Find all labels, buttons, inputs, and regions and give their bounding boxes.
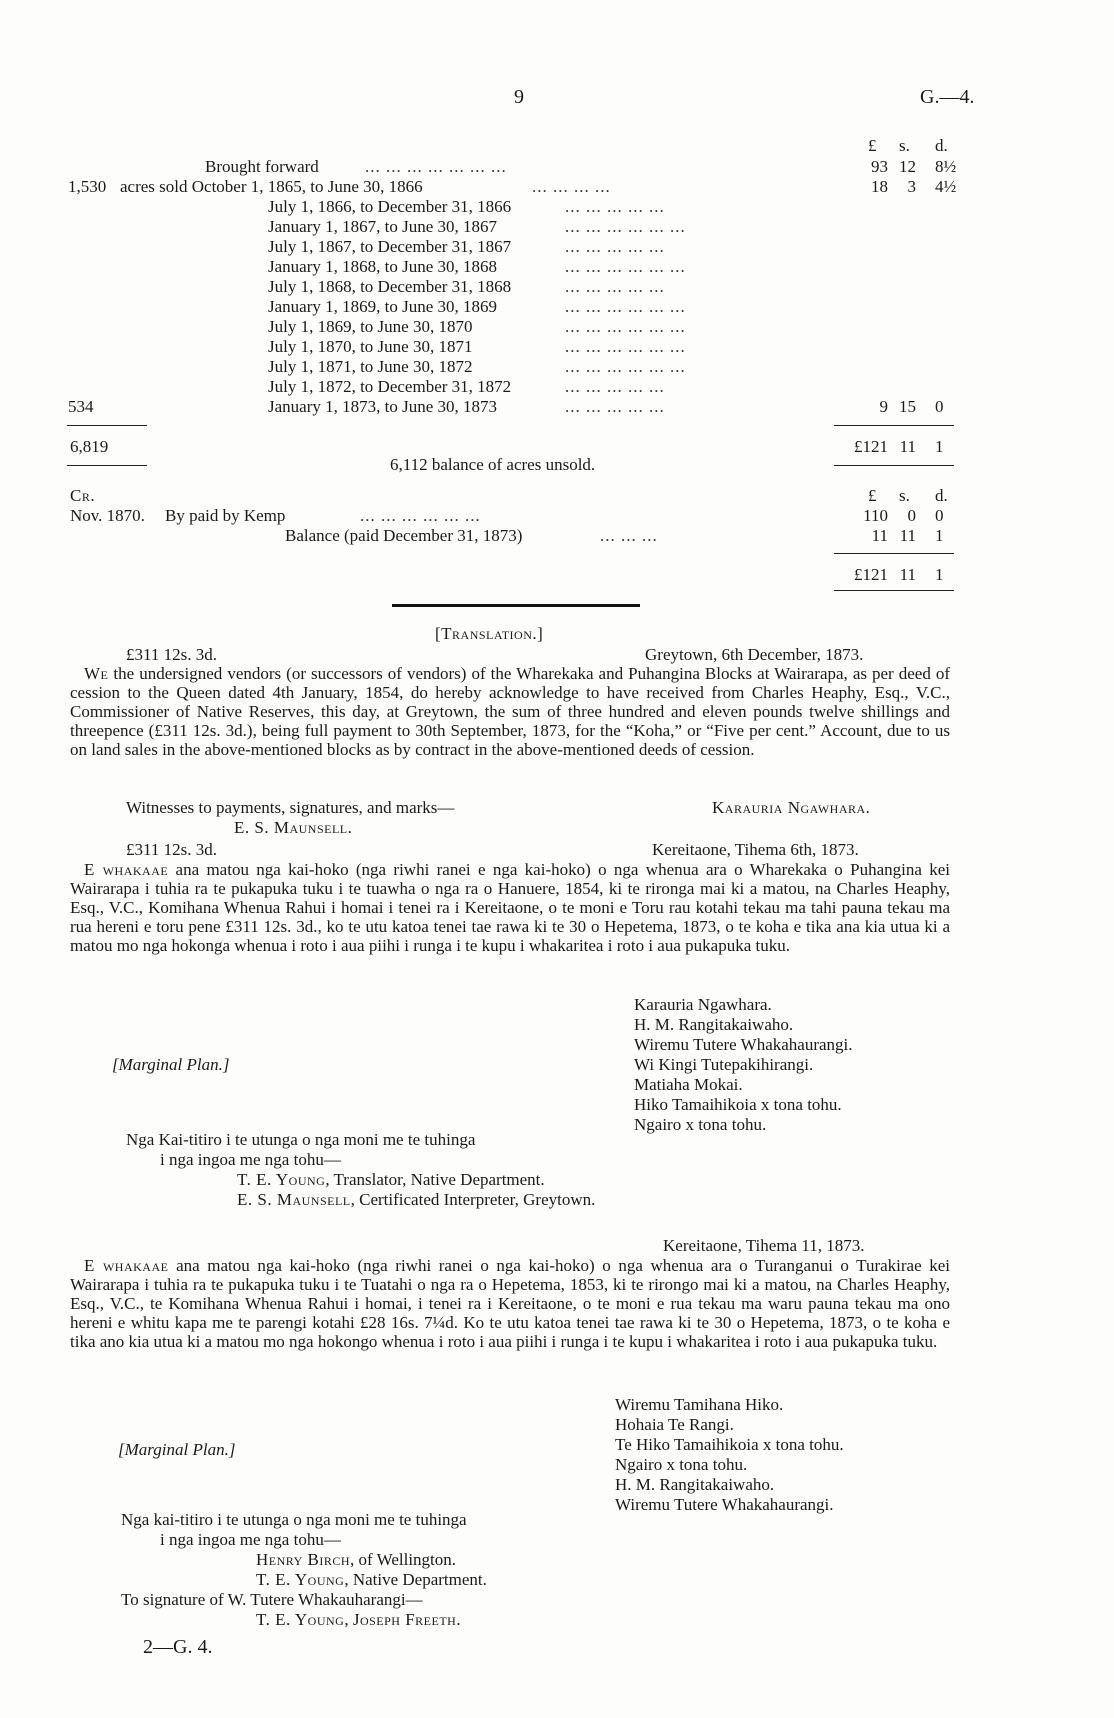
marginal-plan-2: [Marginal Plan.] (118, 1440, 236, 1459)
signature-line: Te Hiko Tamaihikoia x tona tohu. (615, 1435, 844, 1454)
row-leader-dots: ... ... ... ... ... (565, 197, 665, 216)
row-pence: 8½ (935, 157, 957, 176)
row-leader-dots: ... ... ... ... (532, 177, 611, 196)
row-shillings: 3 (907, 177, 916, 196)
signature-line: Wiremu Tamihana Hiko. (615, 1395, 784, 1414)
maori2-witness-line-2: i nga ingoa me nga tohu— (160, 1530, 341, 1549)
row-label: July 1, 1870, to June 30, 1871 (268, 337, 473, 356)
signature-line: H. M. Rangitakaiwaho. (615, 1475, 775, 1494)
credit-pence-heading: d. (935, 486, 948, 505)
row-acres: 1,530 (68, 177, 107, 196)
maori2-first-word: E whakaae (84, 1256, 169, 1275)
row-leader-dots: ... ... ... ... ... (565, 277, 665, 296)
row-leader-dots: ... ... ... ... ... ... ... (365, 157, 507, 176)
row-label: January 1, 1867, to June 30, 1867 (268, 217, 498, 236)
row-acres: 534 (68, 397, 94, 416)
credit-label: Cr. (70, 486, 96, 505)
row-shillings: 12 (899, 157, 916, 176)
pounds-heading: £ (868, 136, 877, 155)
page-number: 9 (514, 86, 524, 108)
row-leader-dots: ... ... ... ... ... ... (565, 317, 686, 336)
row-leader-dots: ... ... ... ... ... (565, 377, 665, 396)
credit-total-shillings: 11 (899, 565, 916, 584)
signature-line: Karauria Ngawhara. (634, 995, 772, 1014)
row-leader-dots: ... ... ... ... ... ... (565, 297, 686, 316)
credit-shillings-heading: s. (899, 486, 910, 505)
credit-shillings: 11 (899, 526, 916, 545)
signature-line: Wi Kingi Tutepakihirangi. (634, 1055, 814, 1074)
credit-total-pence: 1 (935, 565, 944, 584)
to-signature-line: To signature of W. Tutere Whakauharangi— (121, 1590, 423, 1609)
marginal-plan-1: [Marginal Plan.] (112, 1055, 230, 1074)
row-label: July 1, 1869, to June 30, 1870 (268, 317, 473, 336)
signature-line: Ngairo x tona tohu. (634, 1115, 767, 1134)
row-label: July 1, 1868, to December 31, 1868 (268, 277, 512, 296)
credit-date: Nov. 1870. (70, 506, 145, 525)
signer-name: Karauria Ngawhara. (712, 798, 871, 817)
row-label: July 1, 1872, to December 31, 1872 (268, 377, 512, 396)
maori1-place-date: Kereitaone, Tihema 6th, 1873. (652, 840, 859, 859)
maori2-place-date: Kereitaone, Tihema 11, 1873. (663, 1236, 865, 1255)
maori2-witness-line-1: Nga kai-titiro i te utunga o nga moni me te tuhinga (121, 1510, 467, 1529)
credit-pounds-heading: £ (868, 486, 877, 505)
maori2-text: ana matou nga kai-hoko (nga riwhi ranei o nga kai-hoko) o nga whenua ara o Turanganui o Turakirae kei Wairarapa i tuhia ra te pukapuka tuku i te Tuatahi o nga ra o Hepetema, 1853, ki te rirongo mai ki a matou, na Charles Heaphy, Esq., V.C., te Komihana Whenua Rahui i homai, i tenei ra i Kereitaone, o te moni e rua tekau ma waru pauna tekau ma ono hereni e whitu kapa me te parengi kotahi £28 16s. 7¼d. Ko te utu katoa tenei tae rawa ki te 30 o Hepetema, 1873, o te koha e tika ano kia utua ki a matou mo nga hokongo whenua i roto i aua piihi i runga i te kupu i whakaritea i roto i aua pukapuka tuku. (70, 1256, 951, 1351)
row-pence: 0 (935, 397, 944, 416)
credit-total-pounds: £121 (854, 565, 888, 584)
receipt-amount: £311 12s. 3d. (126, 645, 217, 664)
maori2-body (70, 1256, 950, 1351)
witness-name: E. S. Maunsell. (234, 818, 353, 837)
row-leader-dots: ... ... ... ... ... (565, 237, 665, 256)
maori1-witness-2: E. S. Maunsell, Certificated Interpreter, Greytown. (237, 1190, 596, 1209)
credit-pence: 0 (935, 506, 944, 525)
row-label: acres sold October 1, 1865, to June 30, 1866 (120, 177, 423, 196)
final-witnesses: T. E. Young, Joseph Freeth. (256, 1610, 462, 1629)
total-shillings: 11 (899, 437, 916, 456)
row-label: July 1, 1867, to December 31, 1867 (268, 237, 512, 256)
row-leader-dots: ... ... ... ... ... ... (565, 337, 686, 356)
printer-signature-mark: 2—G. 4. (143, 1636, 213, 1658)
signature-line: Matiaha Mokai. (634, 1075, 743, 1094)
acres-rule-bottom (67, 465, 147, 466)
shillings-heading: s. (899, 136, 910, 155)
row-pounds: 18 (871, 177, 888, 196)
maori1-witness-line-1: Nga Kai-titiro i te utunga o nga moni me te tuhinga (126, 1130, 476, 1149)
signature-line: Hohaia Te Rangi. (615, 1415, 734, 1434)
acres-rule-top (67, 425, 147, 426)
money-rule-bottom (834, 465, 954, 466)
maori1-witness-1: T. E. Young, Translator, Native Department. (237, 1170, 545, 1189)
maori1-text: ana matou nga kai-hoko (nga riwhi ranei e nga kai-hoko) o nga whenua ara o Wharekaka o Puhangina kei Wairarapa i tuhia ra te pukapuka tuku i te tuawha o nga ra o Hanuere, 1854, ki te rironga mai ki a matou, na Charles Heaphy, Esq., V.C., Komihana Whenua Rahui i homai i tenei ra i Kereitaone, o te moni e Toru rau kotahi tekau ma tahi pauna tekau ma rua hereni e toru pene £311 12s. 3d., ko te utu katoa tenei tae rawa ki te 30 o Hepetema, 1873, o te koha e tika ana kia utua ki a matou mo nga hokonga whenua i roto i aua piihi i runga i te kupu i whakaritea i roto i aua pukapuka tuku. (70, 860, 950, 955)
row-leader-dots: ... ... ... ... ... ... (565, 257, 686, 276)
receipt-body (70, 664, 950, 759)
credit-pence: 1 (935, 526, 944, 545)
row-pounds: 93 (871, 157, 888, 176)
signature-line: Hiko Tamaihikoia x tona tohu. (634, 1095, 842, 1114)
row-pounds: 9 (879, 397, 888, 416)
row-label: July 1, 1866, to December 31, 1866 (268, 197, 512, 216)
maori2-witness-1: Henry Birch, of Wellington. (256, 1550, 457, 1569)
row-leader-dots: ... ... ... ... ... ... (565, 357, 686, 376)
maori1-witness-line-2: i nga ingoa me nga tohu— (160, 1150, 341, 1169)
row-shillings: 15 (899, 397, 916, 416)
translation-heading: [Translation.] (435, 624, 544, 643)
document-reference: G.—4. (920, 86, 975, 108)
receipt-place-date: Greytown, 6th December, 1873. (645, 645, 864, 664)
credit-rule-bottom (834, 590, 954, 591)
credit-leader-dots: ... ... ... ... ... ... (360, 506, 481, 525)
maori1-amount: £311 12s. 3d. (126, 840, 217, 859)
row-label: January 1, 1873, to June 30, 1873 (268, 397, 498, 416)
signature-line: H. M. Rangitakaiwaho. (634, 1015, 794, 1034)
signature-line: Wiremu Tutere Whakahaurangi. (615, 1495, 834, 1514)
signature-line: Ngairo x tona tohu. (615, 1455, 748, 1474)
total-pounds: £121 (854, 437, 888, 456)
row-pence: 4½ (935, 177, 957, 196)
maori2-witness-2: T. E. Young, Native Department. (256, 1570, 487, 1589)
money-rule-top (834, 425, 954, 426)
credit-leader-dots: ... ... ... (600, 526, 658, 545)
row-label: January 1, 1869, to June 30, 1869 (268, 297, 498, 316)
section-divider (392, 604, 640, 607)
first-word: We (84, 664, 109, 683)
total-pence: 1 (935, 437, 944, 456)
witness-line: Witnesses to payments, signatures, and marks— (126, 798, 455, 817)
row-leader-dots: ... ... ... ... ... ... (565, 217, 686, 236)
credit-label-text: Balance (paid December 31, 1873) (285, 526, 523, 545)
signature-line: Wiremu Tutere Whakahaurangi. (634, 1035, 853, 1054)
row-label: July 1, 1871, to June 30, 1872 (268, 357, 473, 376)
row-label: January 1, 1868, to June 30, 1868 (268, 257, 498, 276)
row-leader-dots: ... ... ... ... ... (565, 397, 665, 416)
credit-pounds: 110 (863, 506, 888, 525)
credit-label-text: By paid by Kemp (165, 506, 286, 525)
credit-pounds: 11 (871, 526, 888, 545)
total-acres: 6,819 (70, 437, 109, 456)
receipt-text: the undersigned vendors (or successors of vendors) of the Wharekaka and Puhangina Blocks at Wairarapa, as per deed of cession to the Queen dated 4th January, 1854, do hereby acknowledge to have received from Charles Heaphy, Esq., V.C., Commissioner of Native Reserves, this day, at Greytown, the sum of three hundred and eleven pounds twelve shillings and threepence (£311 12s. 3d.), being full payment to 30th September, 1873, for the “Koha,” or “Five per cent.” Account, due to us on land sales in the above-mentioned blocks as by contract in the above-mentioned deeds of cession. (70, 664, 951, 759)
maori1-first-word: E whakaae (84, 860, 169, 879)
maori1-body (70, 860, 950, 955)
row-label: Brought forward (205, 157, 319, 176)
pence-heading: d. (935, 136, 948, 155)
credit-rule-top (834, 553, 954, 554)
balance-note: 6,112 balance of acres unsold. (390, 455, 596, 474)
credit-shillings: 0 (907, 506, 916, 525)
